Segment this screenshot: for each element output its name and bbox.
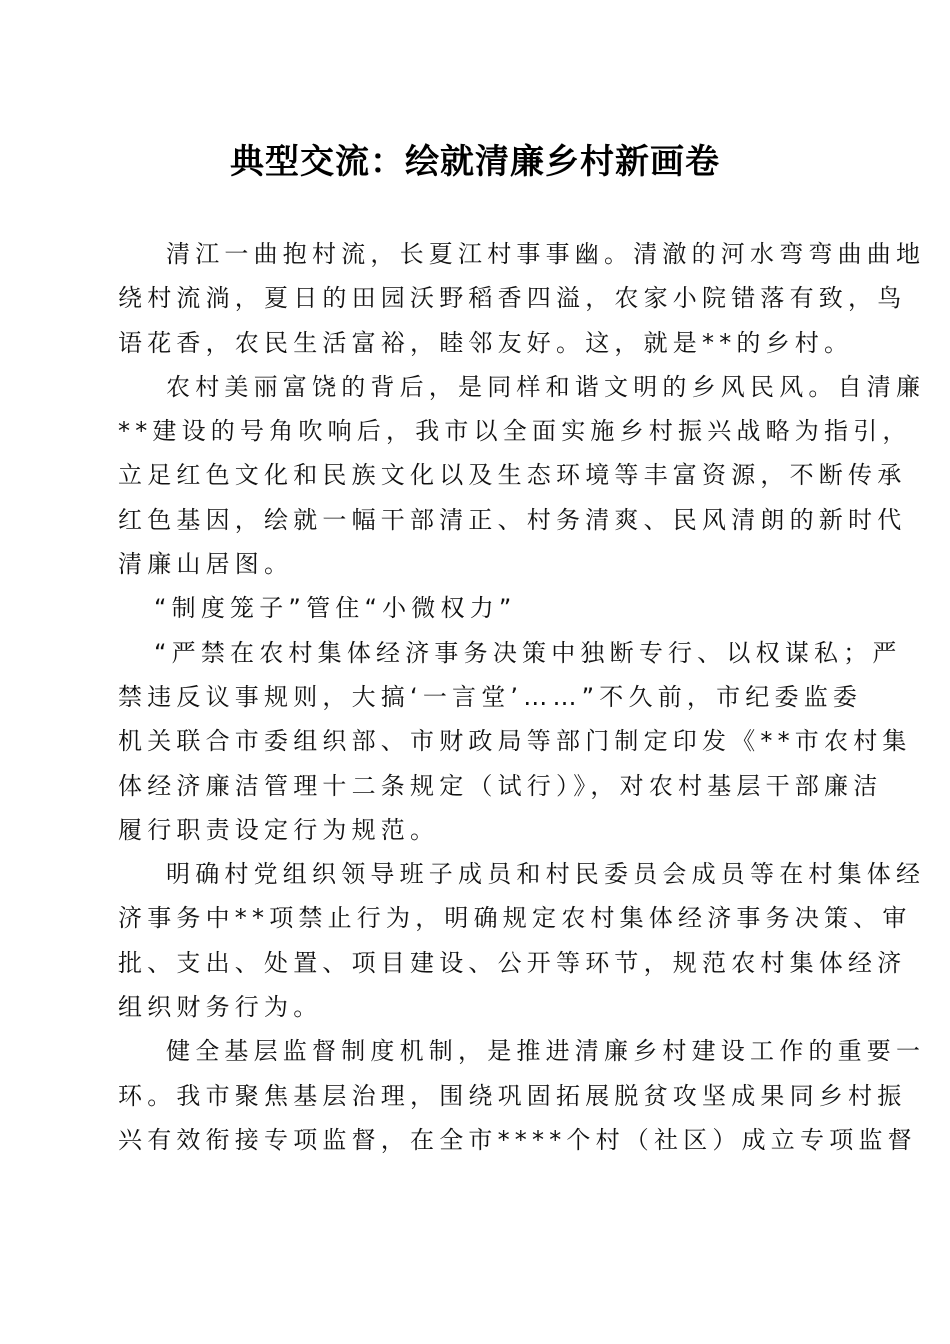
text-line: 履行职责设定行为规范。 [118, 815, 440, 844]
text-line: 禁违反议事规则，大搞‘一言堂’……”不久前，市纪委监委 [118, 682, 863, 711]
text-line: 农村美丽富饶的背后，是同样和谐文明的乡风民风。自清廉 [166, 372, 926, 401]
text-line: **建设的号角吹响后，我市以全面实施乡村振兴战略为指引， [118, 417, 912, 446]
text-line: 组织财务行为。 [118, 993, 323, 1022]
text-line: 机关联合市委组织部、市财政局等部门制定印发《**市农村集 [118, 727, 912, 756]
text-line: 绕村流淌，夏日的田园沃野稻香四溢，农家小院错落有致，鸟 [118, 284, 907, 313]
paragraph-background [118, 365, 926, 586]
text-line: 批、支出、处置、项目建设、公开等环节，规范农村集体经济 [118, 948, 907, 977]
paragraph-prohibitions [118, 852, 926, 1029]
text-line: 体经济廉洁管理十二条规定（试行）》，对农村基层干部廉洁 [118, 771, 883, 800]
text-line: 环。我市聚焦基层治理，围绕巩固拓展脱贫攻坚成果同乡村振 [118, 1081, 907, 1110]
text-line: 明确村党组织领导班子成员和村民委员会成员等在村集体经 [166, 860, 926, 889]
paragraph-supervision [118, 1029, 926, 1162]
document-body [118, 232, 926, 1162]
text-line: “严禁在农村集体经济事务决策中独断专行、以权谋私；严 [154, 638, 902, 667]
paragraph-regulation [118, 631, 912, 852]
text-line: 清江一曲抱村流，长夏江村事事幽。清澈的河水弯弯曲曲地 [166, 240, 926, 268]
text-line: 清廉山居图。 [118, 550, 294, 579]
section-heading [118, 586, 824, 630]
text-line: “制度笼子”管住“小微权力” [154, 594, 517, 623]
text-line: 语花香，农民生活富裕，睦邻友好。这，就是**的乡村。 [118, 328, 854, 357]
text-line: 健全基层监督制度机制，是推进清廉乡村建设工作的重要一 [166, 1037, 926, 1066]
document-title: 典型交流：绘就清廉乡村新画卷 [230, 142, 720, 182]
text-line: 立足红色文化和民族文化以及生态环境等丰富资源，不断传承 [118, 461, 907, 490]
text-line: 兴有效衔接专项监督，在全市****个村（社区）成立专项监督 [118, 1125, 917, 1154]
paragraph-intro [118, 232, 926, 365]
text-line: 济事务中**项禁止行为，明确规定农村集体经济事务决策、审 [118, 904, 912, 933]
text-line: 红色基因，绘就一幅干部清正、村务清爽、民风清朗的新时代 [118, 505, 907, 534]
